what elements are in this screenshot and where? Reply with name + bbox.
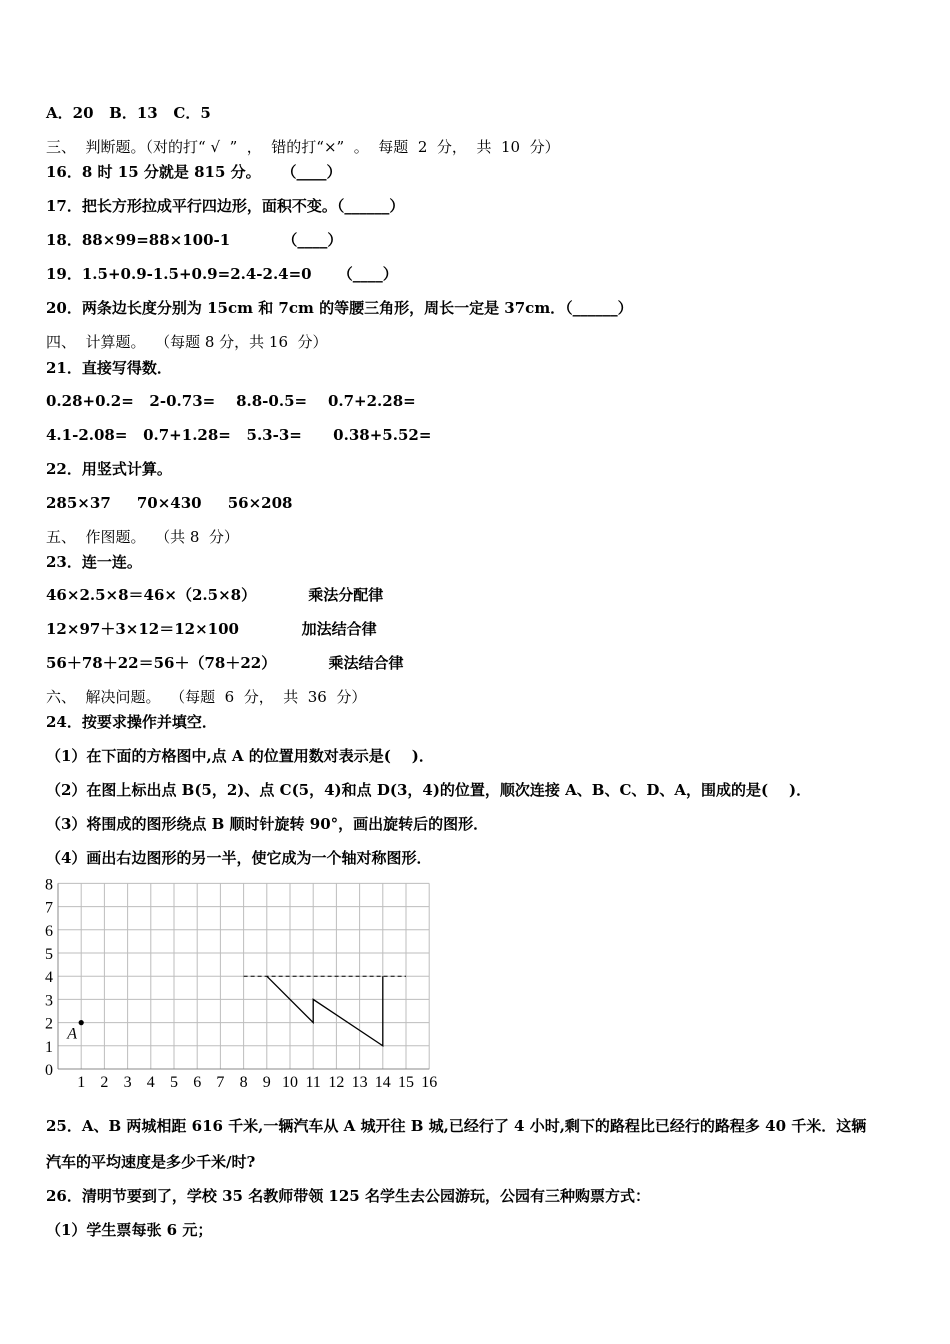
text-line: 17．把长方形拉成平行四边形，面积不变。（______） (46, 197, 405, 215)
text-line: 汽车的平均速度是多少千米/时? (46, 1153, 256, 1171)
x-tick-label: 13 (351, 1074, 368, 1091)
half-shape (267, 976, 383, 1046)
x-tick-label: 5 (170, 1074, 178, 1091)
text-line: 23．连一连。 (46, 553, 142, 571)
text-line: 26．清明节要到了，学校 35 名教师带领 125 名学生去公园游玩，公园有三种购票方式： (46, 1187, 650, 1205)
text-line: 0.28+0.2= 2-0.73= 8.8-0.5= 0.7+2.28= (46, 392, 416, 410)
point-a (79, 1020, 84, 1025)
y-tick-label: 0 (45, 1062, 53, 1079)
text-line: 12×97＋3×12＝12×100 加法结合律 (46, 620, 377, 638)
text-line: 56＋78＋22＝56＋（78＋22） 乘法结合律 (46, 654, 404, 672)
text-line: 24．按要求操作并填空． (46, 713, 217, 731)
text-line: A．20 B．13 C．5 (46, 104, 211, 122)
text-line: （4）画出右边图形的另一半，使它成为一个轴对称图形． (46, 849, 432, 867)
y-tick-label: 4 (45, 969, 53, 987)
x-tick-label: 4 (146, 1074, 155, 1091)
x-tick-label: 1 (77, 1074, 86, 1091)
y-tick-label: 1 (45, 1038, 53, 1056)
coordinate-grid-figure (40, 874, 440, 1098)
x-tick-label: 6 (193, 1074, 202, 1091)
text-line: 4.1-2.08= 0.7+1.28= 5.3-3= 0.38+5.52= (46, 426, 432, 444)
x-tick-label: 9 (262, 1074, 271, 1091)
text-line: 19．1.5+0.9-1.5+0.9=2.4-2.4=0 （____） (46, 265, 398, 283)
text-line: 16．8 时 15 分就是 815 分。 （____） (46, 163, 342, 181)
coordinate-grid (40, 874, 440, 1094)
x-tick-label: 14 (374, 1074, 391, 1091)
y-tick-label: 3 (45, 992, 53, 1010)
text-line: 46×2.5×8＝46×（2.5×8） 乘法分配律 (46, 586, 384, 604)
text-line: 四、 计算题。 （每题 8 分，共 16 分） (46, 333, 328, 351)
x-tick-label: 8 (239, 1074, 248, 1091)
x-tick-label: 3 (123, 1074, 132, 1091)
text-line: 六、 解决问题。 （每题 6 分， 共 36 分） (46, 688, 367, 706)
y-tick-label: 8 (45, 876, 53, 894)
y-tick-label: 2 (45, 1015, 53, 1033)
text-line: 三、 判断题。（对的打“ √ ” ， 错的打“×” 。 每题 2 分， 共 10 分） (46, 138, 560, 156)
text-line: （2）在图上标出点 B(5，2)、点 C(5，4)和点 D(3，4)的位置，顺次连接 A、B、C、D、A，围成的是( )． (46, 781, 812, 799)
text-line: 18．88×99=88×100-1 （____） (46, 231, 343, 249)
y-tick-label: 5 (45, 946, 53, 963)
text-line: 20．两条边长度分别为 15cm 和 7cm 的等腰三角形，周长一定是 37cm．（______） (46, 299, 633, 317)
x-tick-label: 10 (282, 1074, 298, 1091)
x-tick-label: 15 (398, 1074, 414, 1091)
text-line: （1）学生票每张 6 元； (46, 1221, 213, 1239)
text-line: （1）在下面的方格图中,点 A 的位置用数对表示是( )． (46, 747, 434, 765)
text-line: 22．用竖式计算。 (46, 460, 172, 478)
x-tick-label: 11 (305, 1074, 321, 1091)
point-a-label: A (67, 1025, 77, 1043)
y-tick-label: 6 (45, 922, 53, 940)
x-tick-label: 2 (100, 1074, 109, 1091)
x-tick-label: 12 (328, 1074, 345, 1091)
text-line: 25．A、B 两城相距 616 千米,一辆汽车从 A 城开往 B 城,已经行了 4 小时,剩下的路程比已经行的路程多 40 千米．这辆 (46, 1117, 867, 1135)
x-tick-label: 16 (421, 1074, 438, 1091)
text-line: 21．直接写得数． (46, 359, 172, 377)
y-tick-label: 7 (45, 899, 53, 917)
text-line: 285×37 70×430 56×208 (46, 494, 293, 512)
text-line: 五、 作图题。 （共 8 分） (46, 528, 239, 546)
text-line: （3）将围成的图形绕点 B 顺时针旋转 90°，画出旋转后的图形． (46, 815, 489, 833)
x-tick-label: 7 (216, 1074, 225, 1091)
